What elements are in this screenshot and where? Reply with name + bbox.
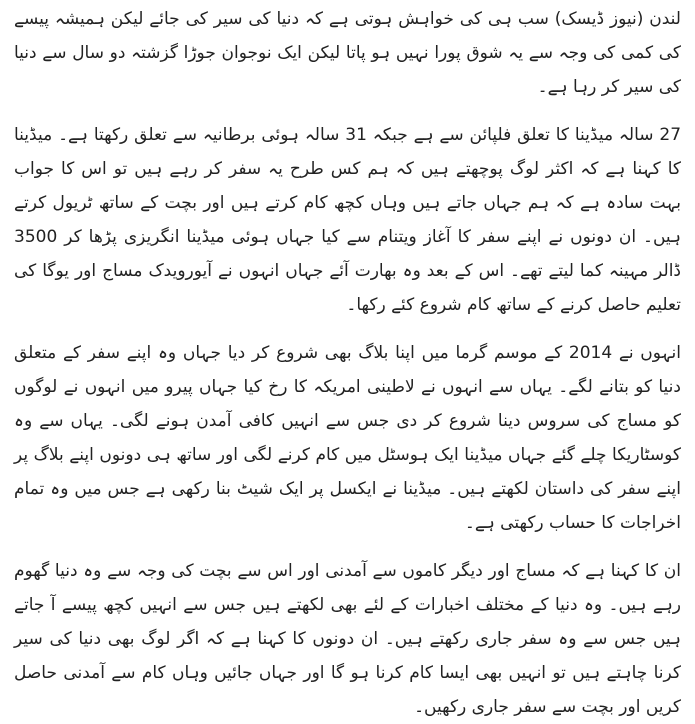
article-paragraph-blog: انہوں نے 2014 کے موسم گرما میں اپنا بلاگ بھی شروع کر دیا جہاں وہ اپنے سفر کے متعلق دنیا کو بتانے لگے۔ یہاں سے انہوں نے لاطینی امریکہ کا رخ کیا جہاں پیرو میں انہوں نے لوگوں کو مساج کی سروس دینا شروع کر دی جس سے انہیں کافی آمدن ہونے لگی۔ یہاں سے وہ کوسٹاریکا چلے گئے جہاں میڈینا ایک ہوسٹل میں کام کرنے لگی اور ساتھ ہی دونوں اپنے بلاگ پر اپنے سفر کی داستان لکھتے ہیں۔ میڈینا نے ایکسل پر ایک شیٹ بنا رکھی ہے جس میں وہ تمام اخراجات کا حساب رکھتی ہے۔ bbox=[14, 343, 681, 533]
article-paragraph-background: 27 سالہ میڈینا کا تعلق فلپائن سے ہے جبکہ 31 سالہ ہوئی برطانیہ سے تعلق رکھتا ہے۔ میڈینا کا کہنا ہے کہ اکثر لوگ پوچھتے ہیں کہ ہم کس طرح یہ سفر کر رہے ہیں تو اس کا جواب بہت سادہ ہے کہ ہم جہاں جاتے ہیں وہاں کچھ کام کرتے ہیں اور بچت کے ساتھ ٹریول کرتے ہیں۔ ان دونوں نے اپنے سفر کا آغاز ویتنام سے کیا جہاں ہوئی میڈینا انگریزی پڑھا کر 3500 ڈالر مہینہ کما لیتے تھے۔ اس کے بعد وہ بھارت آئے جہاں انہوں نے آیورویدک مساج اور یوگا کی تعلیم حاصل کرنے کے ساتھ کام شروع کئے رکھا۔ bbox=[14, 125, 682, 315]
article-paragraph-intro: لندن (نیوز ڈیسک) سب ہی کی خواہش ہوتی ہے کہ دنیا کی سیر کی جائے لیکن ہمیشہ پیسے کی کمی کی وجہ سے یہ شوق پورا نہیں ہو پاتا لیکن ایک نوجوان جوڑا گزشتہ دو سال سے دنیا کی سیر کر رہا ہے۔ bbox=[14, 9, 681, 97]
article-paragraph-income: ان کا کہنا ہے کہ مساج اور دیگر کاموں سے آمدنی اور اس سے بچت کی وجہ سے وہ دنیا گھوم رہے ہیں۔ وہ دنیا کے مختلف اخبارات کے لئے بھی لکھتے ہیں جس سے انہیں کچھ پیسے آ جاتے ہیں جس سے وہ سفر جاری رکھتے ہیں۔ ان دونوں کا کہنا ہے کہ اگر لوگ بھی دنیا کی سیر کرنا چاہتے ہیں تو انہیں بھی ایسا کام کرنا ہو گا اور جہاں جائیں وہاں کام سے آمدنی حاصل کریں اور بچت سے سفر جاری رکھیں۔ bbox=[14, 561, 681, 717]
